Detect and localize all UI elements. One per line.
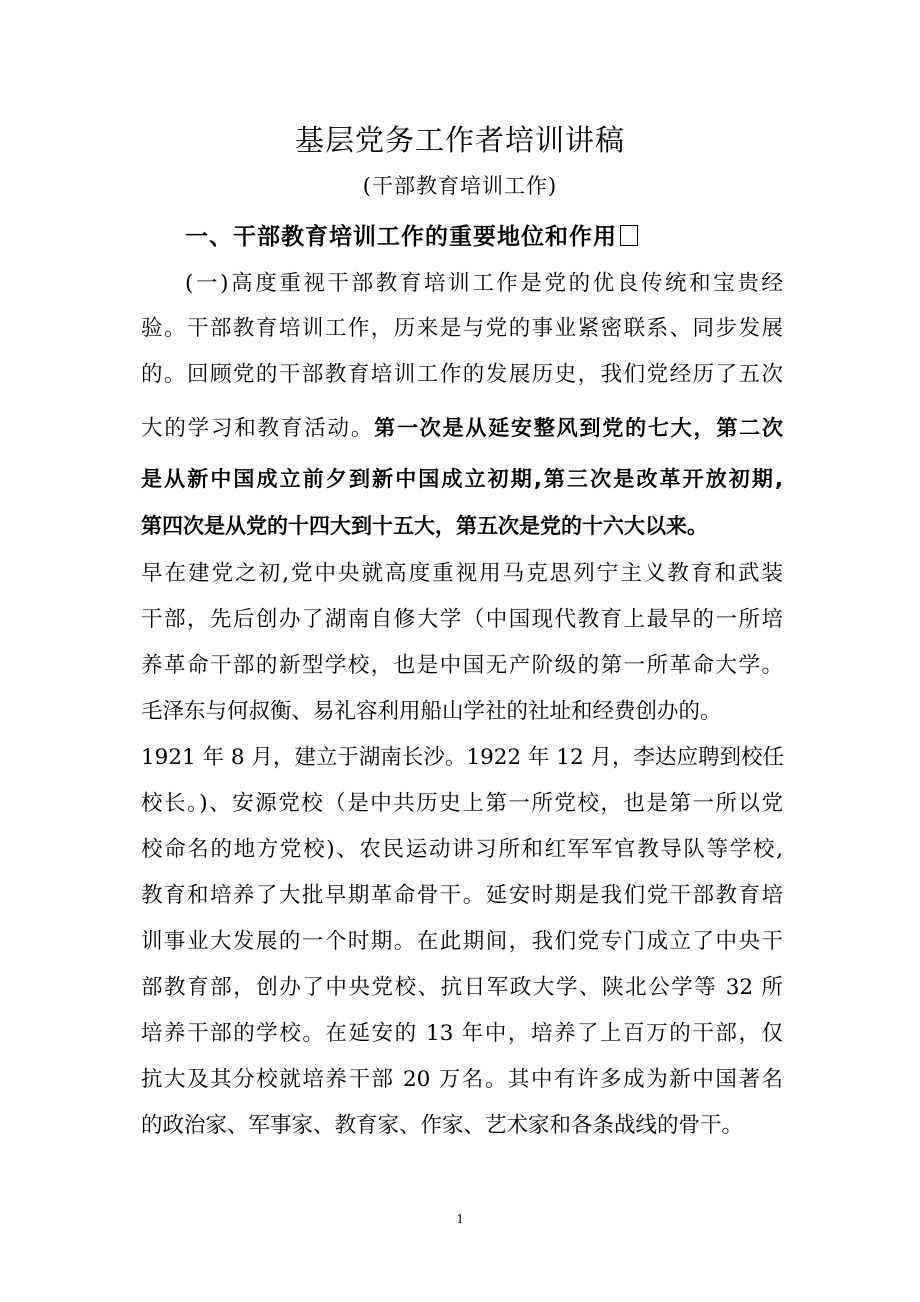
paragraph-line: 校命名的地方党校)、农民运动讲习所和红军军官教导队等学校, — [141, 837, 783, 862]
paragraph-line: 验。干部教育培训工作，历来是与党的事业紧密联系、同步发展 — [141, 316, 783, 341]
paragraph-line: 的政治家、军事家、教育家、作家、艺术家和各条战线的骨干。 — [141, 1113, 744, 1138]
paragraph-line: 干部，先后创办了湖南自修大学（中国现代教育上最早的一所培 — [141, 607, 783, 632]
document-title: 基层党务工作者培训讲稿 — [294, 123, 625, 157]
paragraph-line: 部教育部，创办了中央党校、抗日军政大学、陕北公学等 32 所 — [141, 975, 783, 1000]
section-heading — [185, 218, 638, 251]
paragraph-line: 早在建党之初,党中央就高度重视用马克思列宁主义教育和武装 — [141, 561, 783, 586]
paragraph-line: 养革命干部的新型学校，也是中国无产阶级的第一所革命大学。 — [141, 653, 783, 678]
paragraph-line: 抗大及其分校就培养干部 20 万名。其中有许多成为新中国著名 — [141, 1067, 783, 1092]
paragraph-line: (一)高度重视干部教育培训工作是党的优良传统和宝贵经 — [185, 271, 783, 296]
paragraph-line-bold: 第四次是从党的十四大到十五大，第五次是党的十六大以来。 — [141, 514, 708, 538]
paragraph-line-bold: 是从新中国成立前夕到新中国成立初期,第三次是改革开放初期, — [141, 467, 783, 491]
paragraph-line: 校长。)、安源党校（是中共历史上第一所党校，也是第一所以党 — [141, 791, 783, 816]
page-number: 1 — [456, 1212, 464, 1227]
paragraph-line: 1921 年 8 月，建立于湖南长沙。1922 年 12 月，李达应聘到校任 — [141, 745, 784, 770]
paragraph-line-bold: 第一次是从延安整风到党的七大，第二次 — [374, 416, 783, 440]
checkbox-glyph-icon — [620, 225, 638, 246]
paragraph-line-mixed — [141, 411, 783, 442]
paragraph-line: 教育和培养了大批早期革命骨干。延安时期是我们党干部教育培 — [141, 883, 783, 908]
paragraph-line: 的。回顾党的干部教育培训工作的发展历史，我们党经历了五次 — [141, 362, 783, 387]
paragraph-line: 毛泽东与何叔衡、易礼容利用船山学社的社址和经费创办的。 — [141, 699, 722, 724]
paragraph-line: 训事业大发展的一个时期。在此期间，我们党专门成立了中央干 — [141, 929, 783, 954]
section-heading-text: 一、干部教育培训工作的重要地位和作用 — [185, 224, 617, 250]
paragraph-line-lead: 大的学习和教育活动。 — [141, 416, 375, 441]
document-subtitle: (干部教育培训工作) — [362, 174, 558, 198]
paragraph-line: 培养干部的学校。在延安的 13 年中，培养了上百万的干部，仅 — [141, 1021, 783, 1046]
